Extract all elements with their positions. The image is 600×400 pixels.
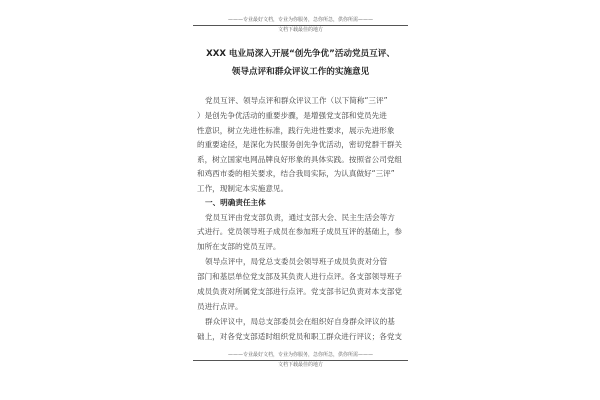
header-divider <box>193 25 408 26</box>
document-title-line-1: XXX 电业局深入开展“创先争优”活动党员互评、 <box>206 49 395 59</box>
body-line: 系，树立国家电网品牌良好形象的具体实践。按照省公司党组 <box>197 155 403 164</box>
body-line: 部门和基层单位党支部及其负责人进行点评。各支部领导班子 <box>197 272 403 281</box>
document-title-line-2: 领导点评和群众评议工作的实施意见 <box>231 67 370 77</box>
body-line: 成员负责对所属党支部进行点评。党支部书记负责对本支部党 <box>197 287 403 296</box>
body-line: 员进行点评。 <box>197 302 243 311</box>
body-line: 工作，现制定本实施意见。 <box>197 184 289 193</box>
body-line: 的重要途径，是深化为民服务创先争优活动，密切党群干群关 <box>197 140 403 149</box>
body-line: 领导点评中，局党总支委员会领导班子成员负责对分管 <box>205 257 388 266</box>
body-line: 性意识，树立先进性标准，践行先进性要求，展示先进形象 <box>197 126 395 135</box>
body-line: 党员互评、领导点评和群众评议工作（以下简称“三评” <box>205 96 388 105</box>
body-line: ）是创先争优活动的重要步骤，是增强党支部和党员先进 <box>197 111 387 120</box>
body-line: 党员互评由党支部负责，通过支部大会、民主生活会等方 <box>205 213 395 222</box>
footer-banner: 文档下载最佳的地方 <box>277 362 323 368</box>
header-banner: 文档下载最佳的地方 <box>277 27 323 33</box>
footer-divider <box>193 360 408 361</box>
body-line: 础上，对各党支部适时组织党员和职工群众进行评议；各党支 <box>197 332 403 341</box>
body-line: 群众评议中，局总支部委员会在组织好自身群众评议的基 <box>205 317 395 326</box>
body-line: 加所在支部的党员互评。 <box>197 242 281 251</box>
section-heading: 一、明确责任主体 <box>205 198 266 207</box>
footer-slogan: ———专业最好文档，专业为你服务，急你所急，供你所需——— <box>227 352 373 358</box>
body-line: 和鸡西市委的相关要求，结合我局实际，为认真做好“三评” <box>197 169 395 178</box>
body-line: 式进行。党员领导班子成员在参加班子成员互评的基础上，参 <box>197 227 403 236</box>
document-page <box>193 0 408 400</box>
header-slogan: ———专业最好文档，专业为你服务，急你所急，供你所需——— <box>227 17 373 23</box>
